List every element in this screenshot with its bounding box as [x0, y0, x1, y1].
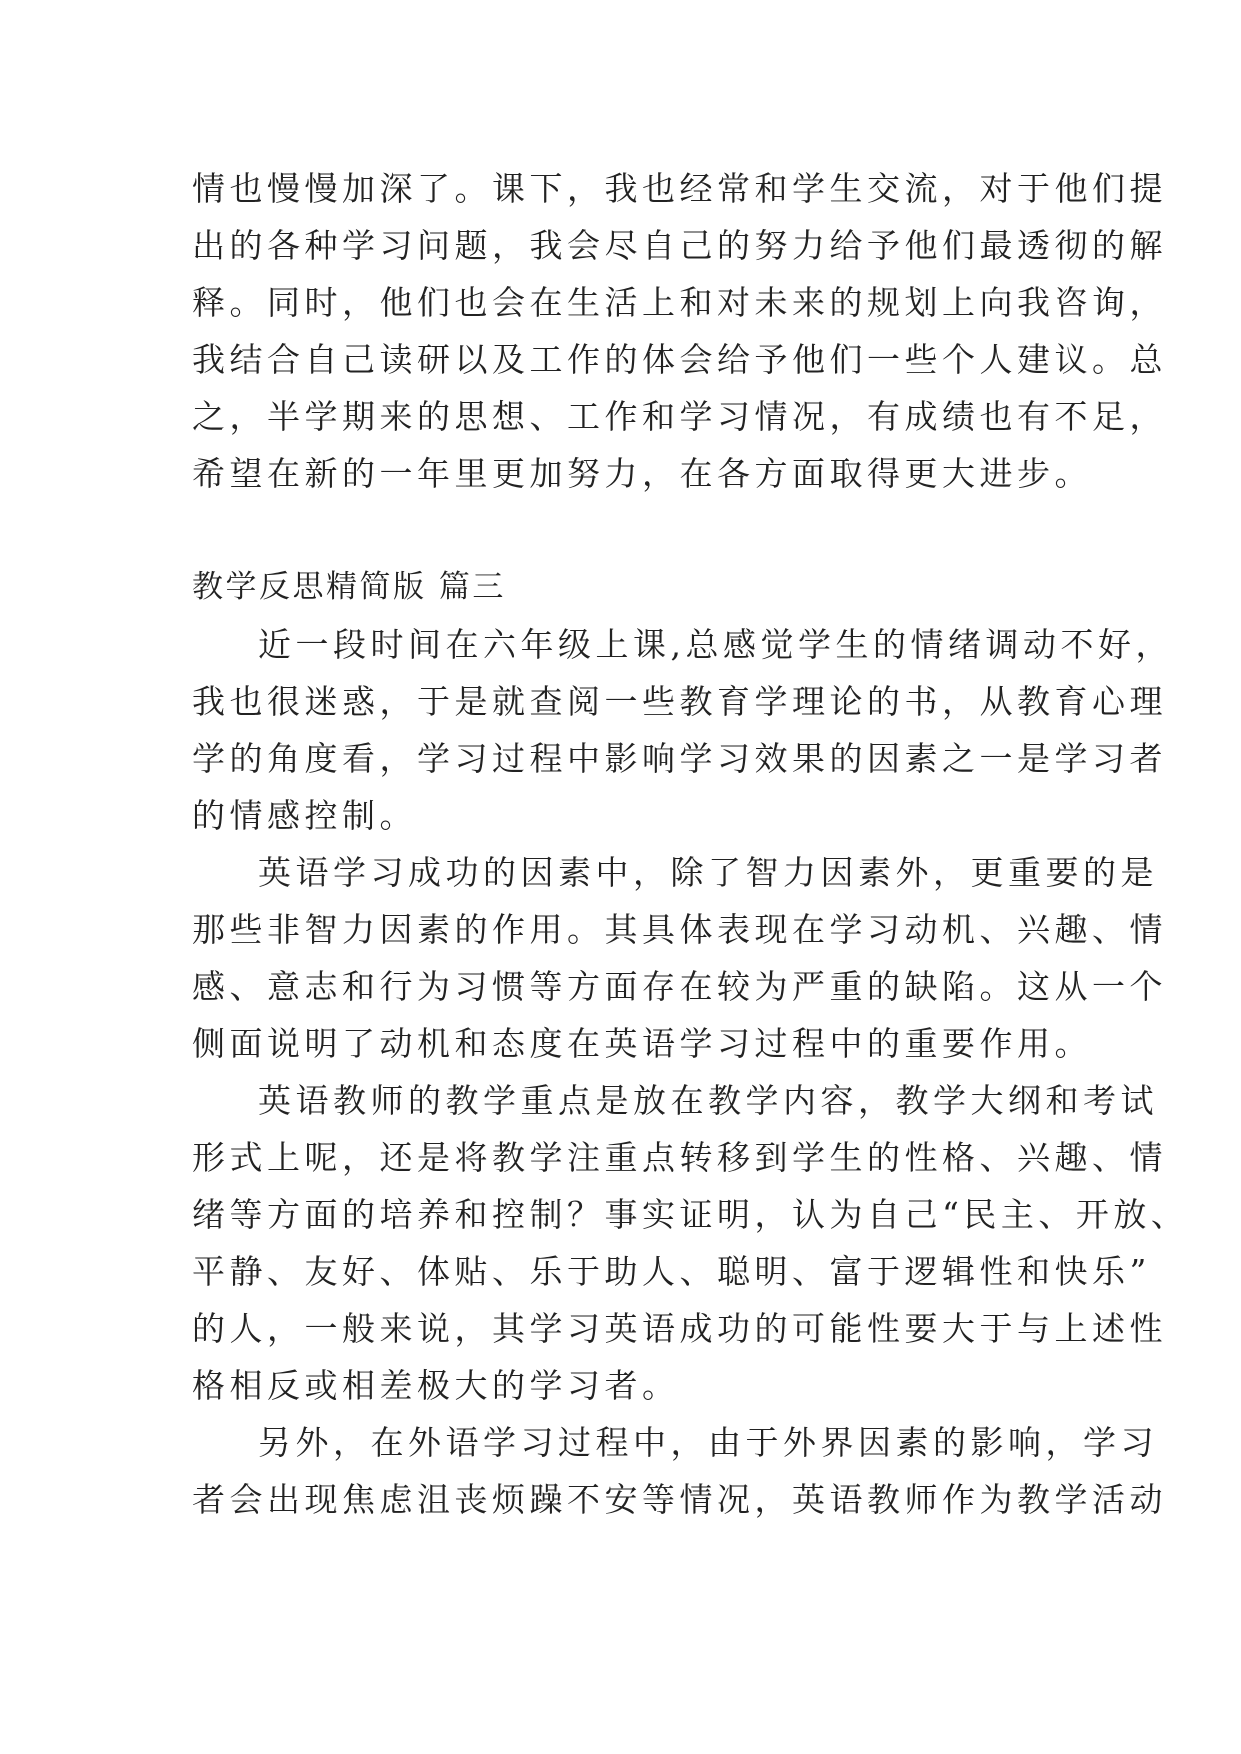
- intro-paragraph: [192, 160, 1167, 502]
- text-line: 英语学习成功的因素中，除了智力因素外，更重要的是: [258, 853, 1158, 892]
- text-line: 形式上呢，还是将教学注重点转移到学生的性格、兴趣、情: [192, 1138, 1167, 1177]
- section-heading: 教学反思精简版 篇三: [192, 569, 506, 605]
- text-line: 侧面说明了动机和态度在英语学习过程中的重要作用。: [192, 1024, 1092, 1063]
- document-body: [192, 160, 1189, 1528]
- text-line: 我也很迷惑，于是就查阅一些教育学理论的书，从教育心理: [192, 682, 1167, 721]
- paragraph-4: [192, 1414, 1167, 1528]
- text-line: 英语教师的教学重点是放在教学内容，教学大纲和考试: [258, 1081, 1158, 1120]
- section-gap: [192, 502, 1052, 559]
- text-line: 另外，在外语学习过程中，由于外界因素的影响，学习: [258, 1423, 1158, 1462]
- text-line: 之，半学期来的思想、工作和学习情况，有成绩也有不足，: [192, 397, 1167, 436]
- text-line: 者会出现焦虑沮丧烦躁不安等情况，英语教师作为教学活动: [192, 1480, 1167, 1519]
- text-line: 的人，一般来说，其学习英语成功的可能性要大于与上述性: [192, 1309, 1167, 1348]
- text-line: 希望在新的一年里更加努力，在各方面取得更大进步。: [192, 454, 1092, 493]
- paragraph-2: [192, 844, 1167, 1072]
- paragraph-3: [192, 1072, 1189, 1414]
- text-line: 出的各种学习问题，我会尽自己的努力给予他们最透彻的解: [192, 226, 1167, 265]
- text-line: 学的角度看，学习过程中影响学习效果的因素之一是学习者: [192, 739, 1167, 778]
- text-line: 平静、友好、体贴、乐于助人、聪明、富于逻辑性和快乐”: [192, 1252, 1151, 1291]
- text-line: 感、意志和行为习惯等方面存在较为严重的缺陷。这从一个: [192, 967, 1167, 1006]
- text-line: 格相反或相差极大的学习者。: [192, 1366, 680, 1405]
- paragraph-1: [192, 616, 1173, 844]
- text-line: 的情感控制。: [192, 796, 417, 835]
- text-line: 我结合自己读研以及工作的体会给予他们一些个人建议。总: [192, 340, 1167, 379]
- text-line: 释。同时，他们也会在生活上和对未来的规划上向我咨询，: [192, 283, 1167, 322]
- text-line: 近一段时间在六年级上课,总感觉学生的情绪调动不好，: [258, 625, 1173, 664]
- text-line: 绪等方面的培养和控制？事实证明，认为自己“民主、开放、: [192, 1195, 1189, 1234]
- text-line: 情也慢慢加深了。课下，我也经常和学生交流，对于他们提: [192, 169, 1167, 208]
- text-line: 那些非智力因素的作用。其具体表现在学习动机、兴趣、情: [192, 910, 1167, 949]
